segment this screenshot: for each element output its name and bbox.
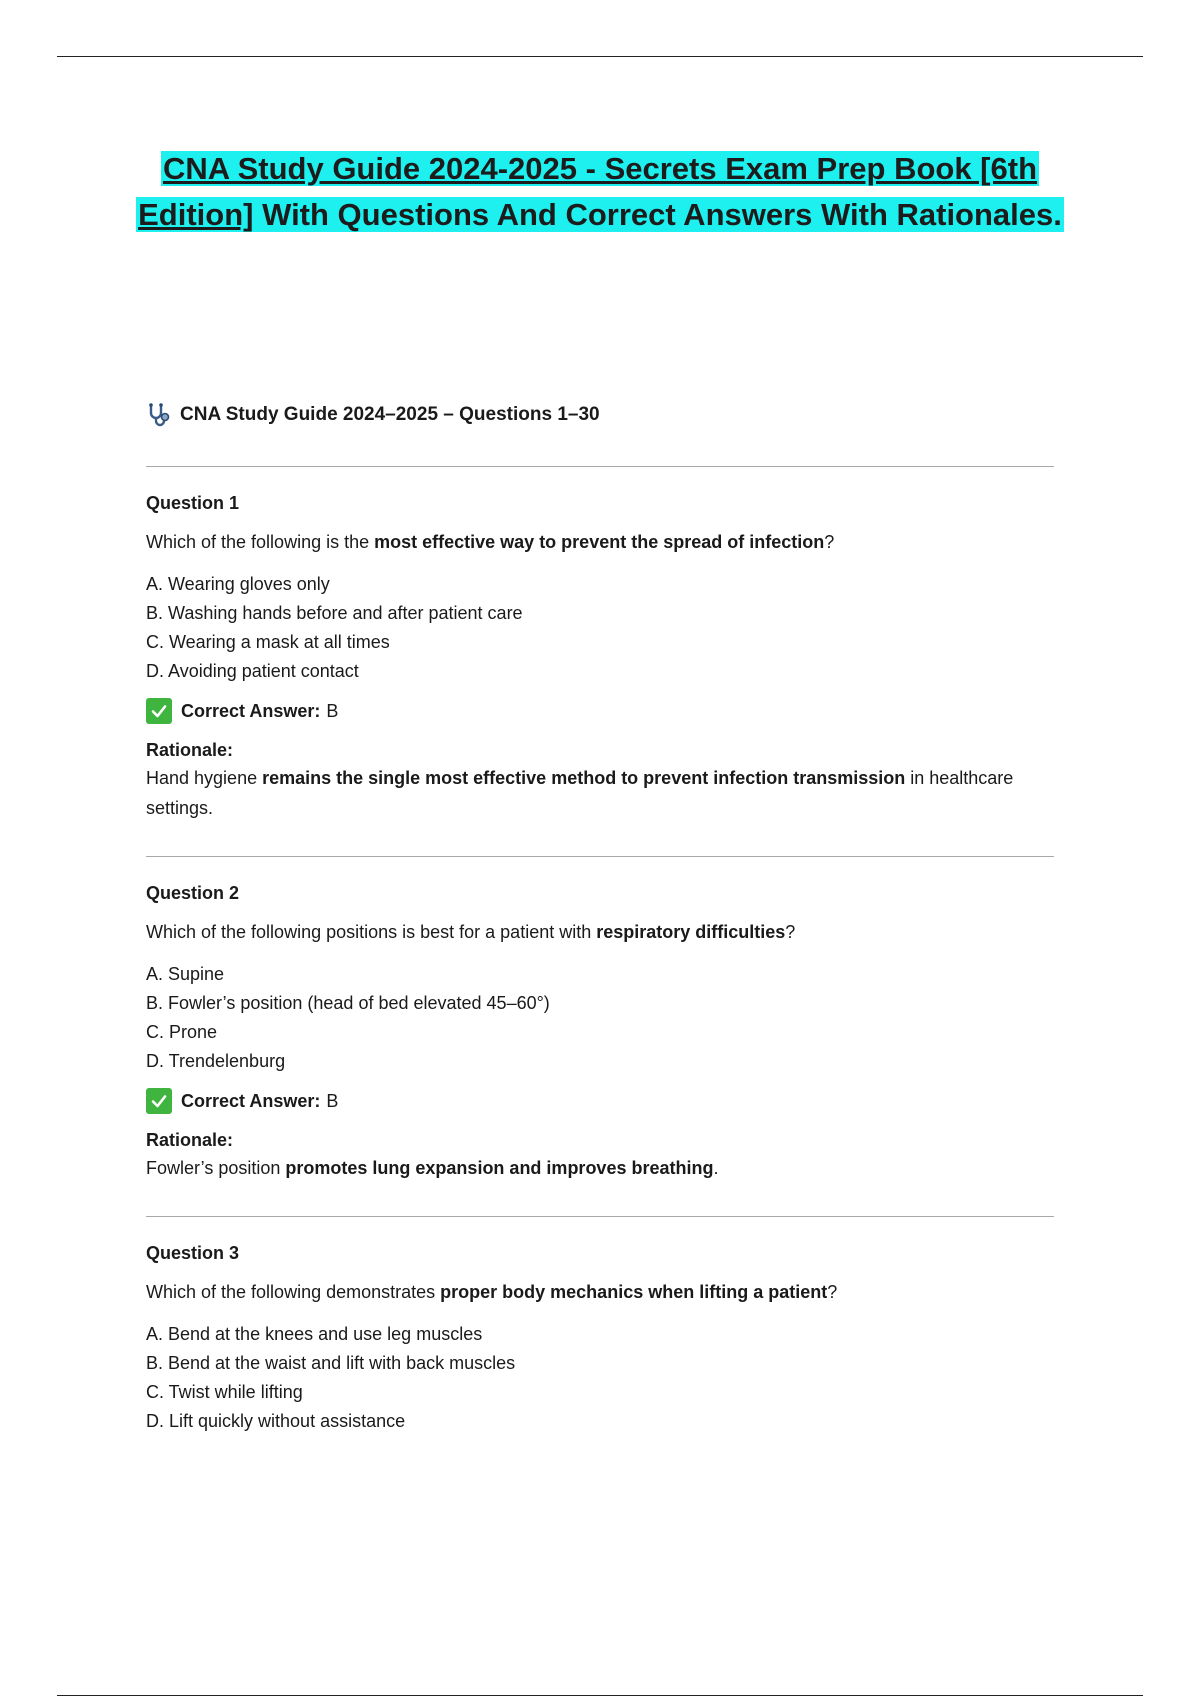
title-line-1: CNA Study Guide 2024-2025 - Secrets Exam Prep Book [6th	[162, 151, 1038, 186]
document-body	[146, 400, 1054, 1436]
correct-answer-value: B	[326, 700, 339, 721]
stethoscope-icon	[146, 402, 172, 428]
top-rule	[57, 56, 1143, 57]
divider	[146, 856, 1054, 857]
correct-answer-value: B	[326, 1090, 339, 1111]
question-title: Question 2	[146, 883, 240, 903]
section-header-text: CNA Study Guide 2024–2025 – Questions 1–30	[180, 404, 600, 425]
document-title	[100, 146, 1100, 238]
correct-answer	[146, 698, 1054, 724]
option: D. Lift quickly without assistance	[146, 1411, 406, 1431]
question-block	[146, 1243, 1054, 1436]
question-block	[146, 493, 1054, 823]
question-title: Question 1	[146, 493, 240, 513]
question-block	[146, 883, 1054, 1183]
option: B. Bend at the waist and lift with back muscles	[146, 1353, 516, 1373]
question-text: Which of the following is the most effective way to prevent the spread of infection?	[146, 532, 835, 552]
option: D. Trendelenburg	[146, 1051, 286, 1071]
question-text: Which of the following positions is best for a patient with respiratory difficulties?	[146, 922, 796, 942]
bottom-rule	[57, 1695, 1143, 1696]
title-line-2-underlined: Edition]	[138, 197, 254, 232]
rationale-text: Fowler’s position promotes lung expansion and improves breathing.	[146, 1158, 719, 1178]
correct-answer-label: Correct Answer:	[181, 700, 321, 721]
divider	[146, 1216, 1054, 1217]
checkmark-icon	[146, 698, 172, 724]
option: D. Avoiding patient contact	[146, 661, 359, 681]
checkmark-icon	[146, 1088, 172, 1114]
option: B. Washing hands before and after patient care	[146, 603, 523, 623]
answer-options	[146, 570, 1054, 686]
option: A. Wearing gloves only	[146, 574, 330, 594]
section-header	[146, 400, 1054, 430]
rationale-label: Rationale:	[146, 1130, 234, 1150]
answer-options	[146, 1320, 1054, 1436]
option: C. Prone	[146, 1022, 218, 1042]
option: A. Supine	[146, 964, 225, 984]
option: C. Twist while lifting	[146, 1382, 303, 1402]
rationale-text: Hand hygiene remains the single most effective method to prevent infection transmission in healthcare settings.	[146, 768, 1014, 818]
option: A. Bend at the knees and use leg muscles	[146, 1324, 483, 1344]
answer-options	[146, 960, 1054, 1076]
question-title: Question 3	[146, 1243, 240, 1263]
divider	[146, 466, 1054, 467]
correct-answer-label: Correct Answer:	[181, 1090, 321, 1111]
rationale-label: Rationale:	[146, 740, 234, 760]
option: C. Wearing a mask at all times	[146, 632, 390, 652]
option: B. Fowler’s position (head of bed elevated 45–60°)	[146, 993, 550, 1013]
title-line-2-rest: With Questions And Correct Answers With Rationales.	[253, 197, 1062, 232]
question-text: Which of the following demonstrates proper body mechanics when lifting a patient?	[146, 1282, 838, 1302]
correct-answer	[146, 1088, 1054, 1114]
